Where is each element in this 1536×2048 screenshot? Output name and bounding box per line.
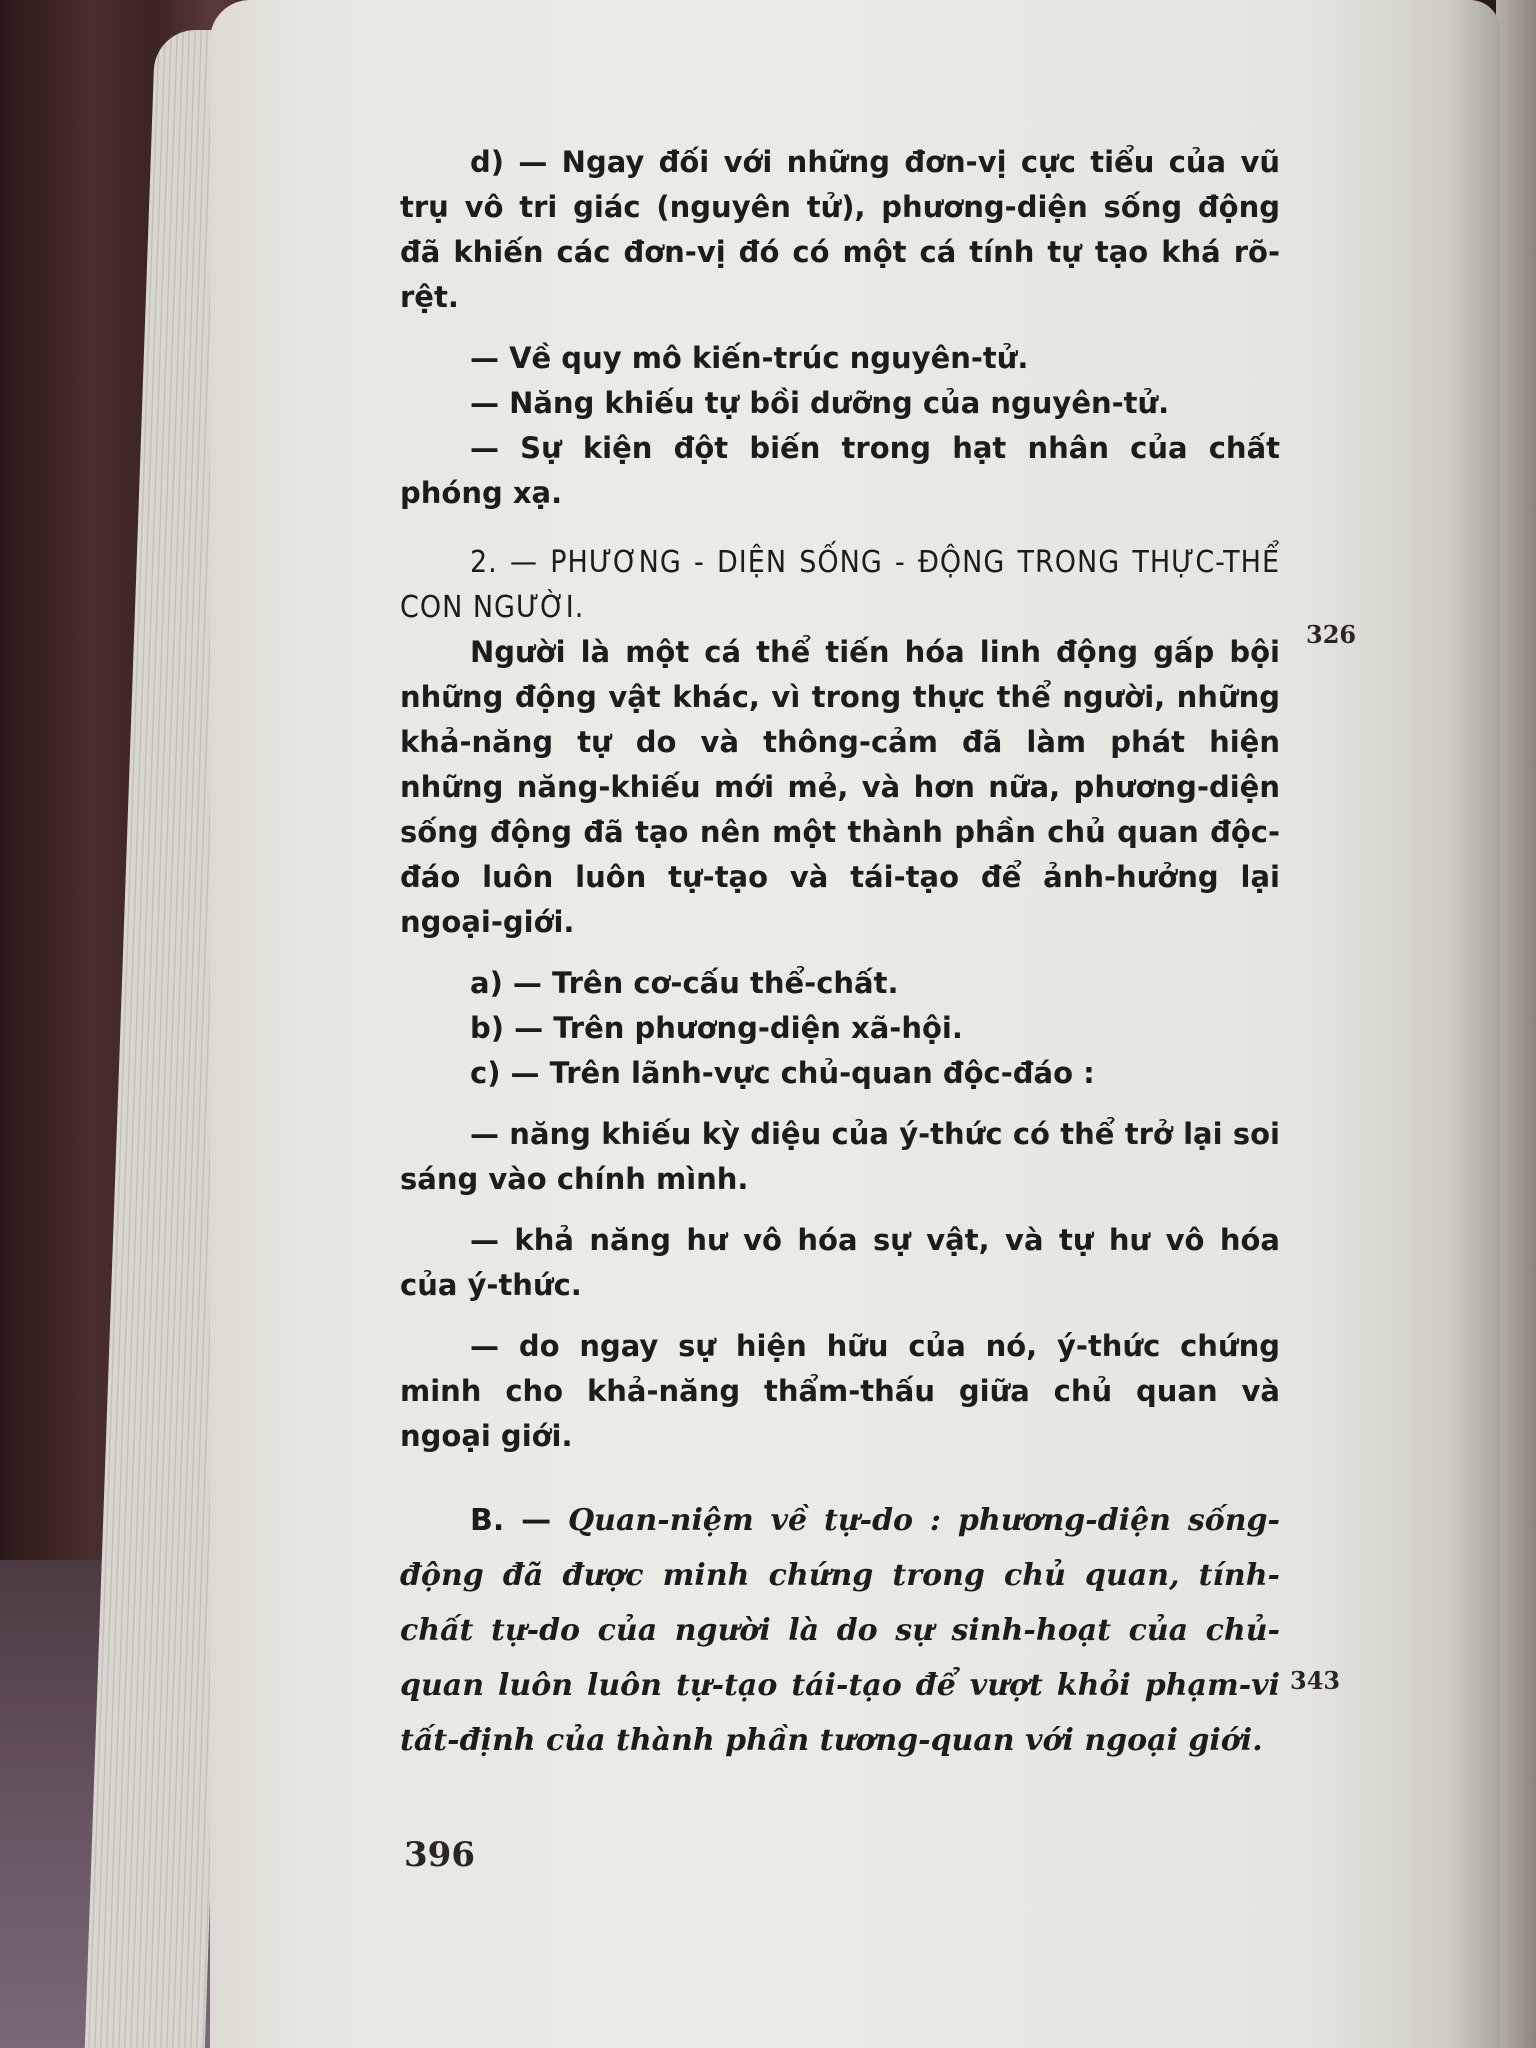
- page-text: [400, 140, 1280, 1768]
- list-item: — năng khiếu kỳ diệu của ý-thức có thể trở lại soi sáng vào chính mình.: [400, 1117, 1280, 1196]
- section-b-text: Quan-niệm về tự-do : phương-diện sống-động đã được minh chứng trong chủ quan, tính-chất tự-do của người là do sự sinh-hoạt của chủ-quan luôn luôn tự-tạo tái-tạo để vượt khỏi phạm-vi tất-định của thành phần tương-quan với ngoại giới.: [400, 1503, 1280, 1758]
- list-item: — Năng khiếu tự bồi dưỡng của nguyên-tử.: [470, 386, 1170, 420]
- margin-reference: 326: [1306, 620, 1357, 649]
- margin-reference: 343: [1290, 1666, 1341, 1695]
- list-item: a) — Trên cơ-cấu thể-chất.: [470, 966, 899, 1000]
- list-item: c) — Trên lãnh-vực chủ-quan độc-đáo :: [470, 1056, 1095, 1090]
- list-item: b) — Trên phương-diện xã-hội.: [470, 1011, 963, 1045]
- section-heading: 2. — PHƯƠNG - DIỆN SỐNG - ĐỘNG TRONG THỰC-THỂ CON NGƯỜI.: [400, 545, 1280, 625]
- list-item: — Sự kiện đột biến trong hạt nhân của chất phóng xạ.: [400, 431, 1280, 510]
- facing-page-edge: [1496, 0, 1536, 2048]
- list-item: — khả năng hư vô hóa sự vật, và tự hư vô hóa của ý-thức.: [400, 1223, 1280, 1302]
- list-item: — Về quy mô kiến-trúc nguyên-tử.: [470, 341, 1029, 375]
- paragraph-man: Người là một cá thể tiến hóa linh động gấp bội những động vật khác, vì trong thực thể người, những khả-năng tự do và thông-cảm đã làm phát hiện những năng-khiếu mới mẻ, và hơn nữa, phương-diện sống động đã tạo nên một thành phần chủ quan độc-đáo luôn luôn tự-tạo và tái-tạo để ảnh-hưởng lại ngoại-giới.: [400, 635, 1280, 939]
- section-b-lead: B. —: [470, 1503, 552, 1538]
- paragraph-d: d) — Ngay đối với những đơn-vị cực tiểu của vũ trụ vô tri giác (nguyên tử), phương-diện sống động đã khiến các đơn-vị đó có một cá tính tự tạo khá rõ-rệt.: [400, 145, 1280, 314]
- list-item: — do ngay sự hiện hữu của nó, ý-thức chứng minh cho khả-năng thẩm-thấu giữa chủ quan và ngoại giới.: [400, 1329, 1280, 1453]
- page-number: 396: [404, 1835, 475, 1875]
- section-b: [400, 1493, 1280, 1768]
